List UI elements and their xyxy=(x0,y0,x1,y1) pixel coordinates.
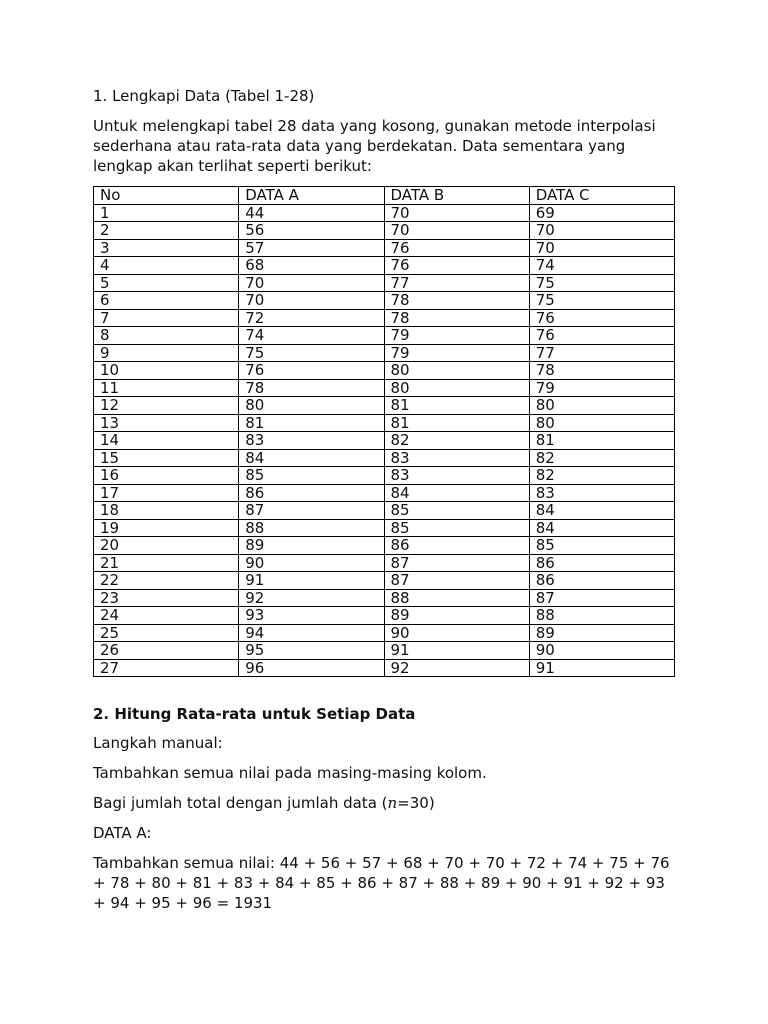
cell-no: 2 xyxy=(94,222,239,240)
cell-no: 22 xyxy=(94,572,239,590)
cell-data-b: 76 xyxy=(384,257,529,275)
cell-no: 14 xyxy=(94,432,239,450)
cell-data-b: 84 xyxy=(384,484,529,502)
cell-data-c: 90 xyxy=(529,642,674,660)
cell-data-a: 95 xyxy=(239,642,384,660)
step-divide-suffix: =30) xyxy=(397,794,435,812)
cell-data-a: 44 xyxy=(239,204,384,222)
cell-data-a: 85 xyxy=(239,467,384,485)
cell-no: 9 xyxy=(94,344,239,362)
table-row xyxy=(94,642,675,660)
cell-data-a: 76 xyxy=(239,362,384,380)
cell-data-a: 91 xyxy=(239,572,384,590)
cell-no: 24 xyxy=(94,607,239,625)
cell-data-b: 89 xyxy=(384,607,529,625)
cell-data-b: 78 xyxy=(384,292,529,310)
cell-data-c: 70 xyxy=(529,222,674,240)
table-row xyxy=(94,414,675,432)
cell-no: 6 xyxy=(94,292,239,310)
table-row xyxy=(94,204,675,222)
table-row xyxy=(94,607,675,625)
table-row xyxy=(94,327,675,345)
cell-no: 17 xyxy=(94,484,239,502)
cell-data-c: 86 xyxy=(529,572,674,590)
data-a-label: DATA A: xyxy=(93,824,152,842)
cell-no: 5 xyxy=(94,274,239,292)
table-row xyxy=(94,222,675,240)
cell-no: 20 xyxy=(94,537,239,555)
cell-data-c: 75 xyxy=(529,274,674,292)
cell-no: 10 xyxy=(94,362,239,380)
cell-data-b: 81 xyxy=(384,397,529,415)
cell-no: 19 xyxy=(94,519,239,537)
header-data-a: DATA A xyxy=(239,187,384,205)
cell-data-a: 56 xyxy=(239,222,384,240)
cell-no: 7 xyxy=(94,309,239,327)
cell-no: 3 xyxy=(94,239,239,257)
cell-data-c: 75 xyxy=(529,292,674,310)
cell-no: 13 xyxy=(94,414,239,432)
cell-data-c: 76 xyxy=(529,327,674,345)
cell-data-c: 86 xyxy=(529,554,674,572)
cell-data-c: 82 xyxy=(529,467,674,485)
cell-data-a: 70 xyxy=(239,292,384,310)
cell-data-c: 81 xyxy=(529,432,674,450)
section1-intro: Untuk melengkapi tabel 28 data yang kosong, gunakan metode interpolasi sederhana atau rata-rata data yang berdekatan. Data sementara yang lengkap akan terlihat seperti berikut: xyxy=(93,117,656,175)
cell-data-a: 92 xyxy=(239,589,384,607)
step-divide-prefix: Bagi jumlah total dengan jumlah data ( xyxy=(93,794,388,812)
table-row xyxy=(94,292,675,310)
header-data-b: DATA B xyxy=(384,187,529,205)
cell-data-b: 87 xyxy=(384,572,529,590)
cell-data-c: 70 xyxy=(529,239,674,257)
step-add-values: Tambahkan semua nilai pada masing-masing kolom. xyxy=(93,764,487,782)
cell-data-b: 80 xyxy=(384,379,529,397)
table-row xyxy=(94,484,675,502)
cell-data-c: 80 xyxy=(529,414,674,432)
cell-data-c: 69 xyxy=(529,204,674,222)
cell-no: 4 xyxy=(94,257,239,275)
cell-data-a: 89 xyxy=(239,537,384,555)
cell-data-b: 77 xyxy=(384,274,529,292)
cell-data-b: 85 xyxy=(384,519,529,537)
table-row xyxy=(94,589,675,607)
cell-data-b: 88 xyxy=(384,589,529,607)
table-row xyxy=(94,397,675,415)
cell-data-b: 87 xyxy=(384,554,529,572)
cell-data-b: 80 xyxy=(384,362,529,380)
cell-data-a: 80 xyxy=(239,397,384,415)
manual-steps-label: Langkah manual: xyxy=(93,734,223,752)
cell-data-c: 84 xyxy=(529,519,674,537)
table-row xyxy=(94,257,675,275)
table-row xyxy=(94,379,675,397)
cell-data-c: 85 xyxy=(529,537,674,555)
cell-no: 8 xyxy=(94,327,239,345)
table-row xyxy=(94,362,675,380)
cell-data-a: 74 xyxy=(239,327,384,345)
cell-no: 15 xyxy=(94,449,239,467)
cell-data-c: 76 xyxy=(529,309,674,327)
table-row xyxy=(94,554,675,572)
table-row xyxy=(94,519,675,537)
variable-n: n xyxy=(387,794,398,812)
cell-data-b: 83 xyxy=(384,449,529,467)
cell-no: 16 xyxy=(94,467,239,485)
cell-data-b: 82 xyxy=(384,432,529,450)
cell-data-c: 83 xyxy=(529,484,674,502)
cell-no: 1 xyxy=(94,204,239,222)
cell-data-a: 78 xyxy=(239,379,384,397)
cell-data-b: 91 xyxy=(384,642,529,660)
cell-no: 27 xyxy=(94,659,239,677)
cell-data-a: 87 xyxy=(239,502,384,520)
cell-data-b: 70 xyxy=(384,204,529,222)
cell-data-c: 87 xyxy=(529,589,674,607)
cell-data-a: 94 xyxy=(239,624,384,642)
cell-data-a: 81 xyxy=(239,414,384,432)
header-data-c: DATA C xyxy=(529,187,674,205)
cell-data-c: 89 xyxy=(529,624,674,642)
cell-data-c: 77 xyxy=(529,344,674,362)
cell-data-c: 74 xyxy=(529,257,674,275)
cell-data-b: 90 xyxy=(384,624,529,642)
cell-data-a: 96 xyxy=(239,659,384,677)
cell-data-b: 92 xyxy=(384,659,529,677)
table-row xyxy=(94,624,675,642)
cell-data-a: 57 xyxy=(239,239,384,257)
table-row xyxy=(94,239,675,257)
cell-data-a: 86 xyxy=(239,484,384,502)
cell-data-a: 88 xyxy=(239,519,384,537)
cell-data-c: 79 xyxy=(529,379,674,397)
data-table xyxy=(93,186,675,677)
document-page xyxy=(93,86,693,913)
cell-data-c: 84 xyxy=(529,502,674,520)
cell-no: 11 xyxy=(94,379,239,397)
data-a-sum: Tambahkan semua nilai: 44 + 56 + 57 + 68 + 70 + 70 + 72 + 74 + 75 + 76 + 78 + 80 + 81 + 83 + 84 + 85 + 86 + 87 + 88 + 89 + 90 + 91 + 92 + 93 + 94 + 95 + 96 = 1931 xyxy=(93,854,670,912)
table-header-row xyxy=(94,187,675,205)
table-row xyxy=(94,659,675,677)
table-row xyxy=(94,449,675,467)
cell-data-c: 78 xyxy=(529,362,674,380)
cell-no: 26 xyxy=(94,642,239,660)
cell-data-a: 93 xyxy=(239,607,384,625)
section1-heading: 1. Lengkapi Data (Tabel 1-28) xyxy=(93,87,315,105)
table-row xyxy=(94,432,675,450)
section2-heading: 2. Hitung Rata-rata untuk Setiap Data xyxy=(93,705,416,723)
cell-data-a: 70 xyxy=(239,274,384,292)
cell-data-b: 81 xyxy=(384,414,529,432)
cell-data-b: 83 xyxy=(384,467,529,485)
cell-no: 21 xyxy=(94,554,239,572)
cell-no: 18 xyxy=(94,502,239,520)
cell-data-c: 80 xyxy=(529,397,674,415)
table-row xyxy=(94,502,675,520)
cell-data-b: 78 xyxy=(384,309,529,327)
cell-data-b: 79 xyxy=(384,344,529,362)
cell-no: 23 xyxy=(94,589,239,607)
cell-data-b: 79 xyxy=(384,327,529,345)
cell-data-a: 68 xyxy=(239,257,384,275)
header-no: No xyxy=(94,187,239,205)
cell-data-a: 72 xyxy=(239,309,384,327)
table-row xyxy=(94,274,675,292)
cell-data-c: 82 xyxy=(529,449,674,467)
cell-data-a: 75 xyxy=(239,344,384,362)
table-row xyxy=(94,344,675,362)
cell-data-c: 91 xyxy=(529,659,674,677)
table-row xyxy=(94,467,675,485)
cell-data-b: 85 xyxy=(384,502,529,520)
cell-no: 25 xyxy=(94,624,239,642)
cell-data-a: 90 xyxy=(239,554,384,572)
cell-data-a: 84 xyxy=(239,449,384,467)
table-body xyxy=(94,204,675,677)
table-row xyxy=(94,309,675,327)
cell-data-b: 70 xyxy=(384,222,529,240)
cell-data-b: 76 xyxy=(384,239,529,257)
cell-data-a: 83 xyxy=(239,432,384,450)
cell-data-c: 88 xyxy=(529,607,674,625)
cell-no: 12 xyxy=(94,397,239,415)
step-divide xyxy=(93,793,693,813)
table-row xyxy=(94,537,675,555)
table-row xyxy=(94,572,675,590)
cell-data-b: 86 xyxy=(384,537,529,555)
